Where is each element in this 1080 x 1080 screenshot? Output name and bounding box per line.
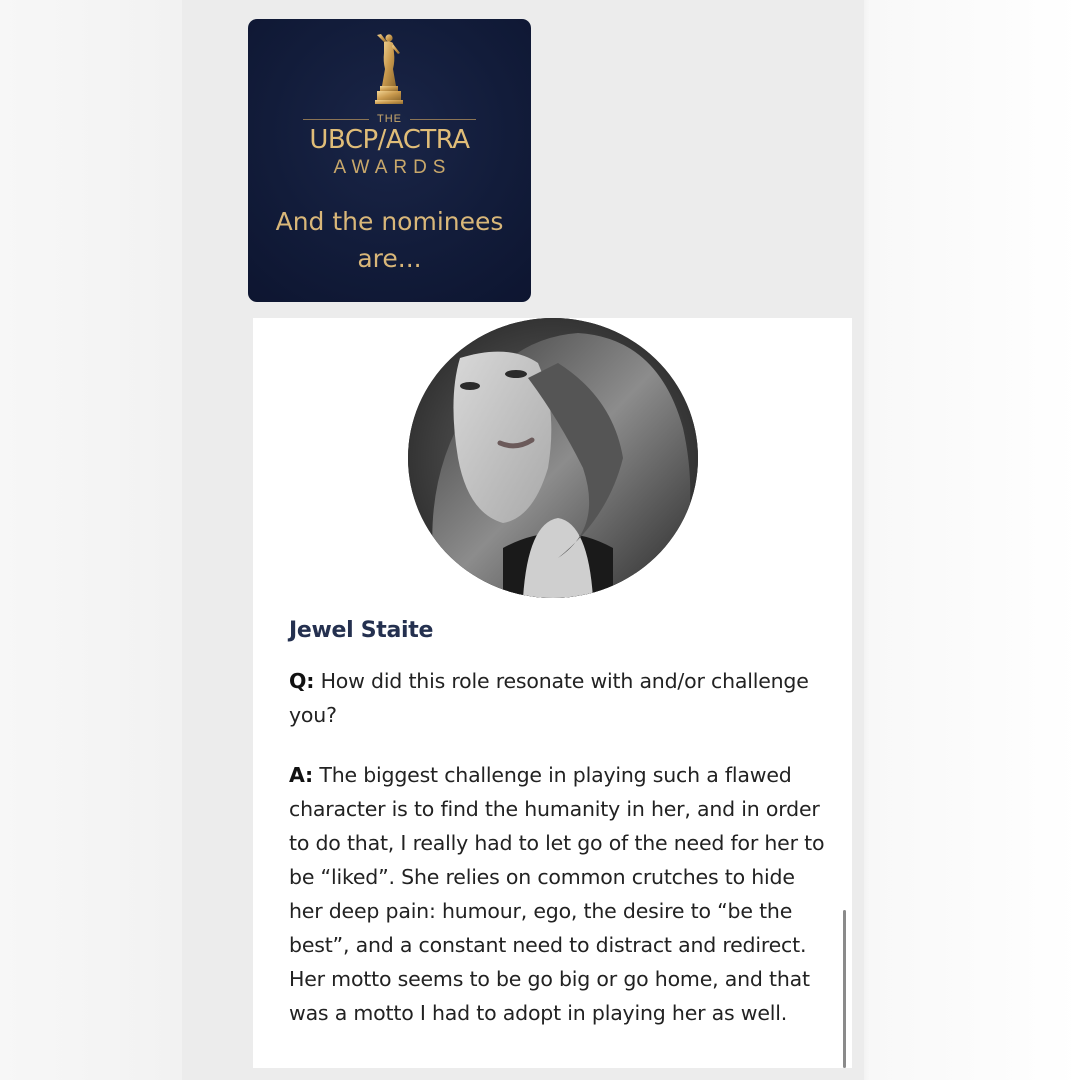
question-paragraph	[289, 664, 834, 732]
answer-label: A:	[289, 763, 314, 787]
tagline	[248, 203, 531, 277]
awards-subtitle: AWARDS	[333, 157, 452, 178]
divider-line	[410, 119, 476, 120]
question-text: How did this role resonate with and/or challenge you?	[289, 669, 809, 727]
answer-text: The biggest challenge in playing such a flawed character is to find the humanity in her, and in order to do that, I really had to let go of the need for her to be “liked”. She relies on common crutches to hide her deep pain: humour, ego, the desire to “be the best”, and a constant need to distract and redirect. Her motto seems to be go big or go home, and that was a motto I had to adopt in playing her as well.	[289, 763, 825, 1025]
portrait-illustration	[408, 318, 698, 598]
vertical-scrollbar[interactable]	[843, 910, 846, 1068]
brand-title: UBCP/ACTRA	[309, 125, 470, 155]
question-label: Q:	[289, 669, 315, 693]
portrait-photo	[408, 318, 698, 598]
nominee-name: Jewel Staite	[289, 618, 434, 643]
award-announcement-card	[248, 19, 531, 302]
tagline-line-1: And the nominees	[275, 207, 504, 236]
statuette-icon	[369, 31, 409, 107]
tagline-line-2: are...	[357, 244, 422, 273]
answer-paragraph	[289, 758, 834, 1030]
divider-line	[303, 119, 369, 120]
nominee-profile-card	[253, 318, 852, 1068]
the-label: THE	[377, 113, 402, 125]
